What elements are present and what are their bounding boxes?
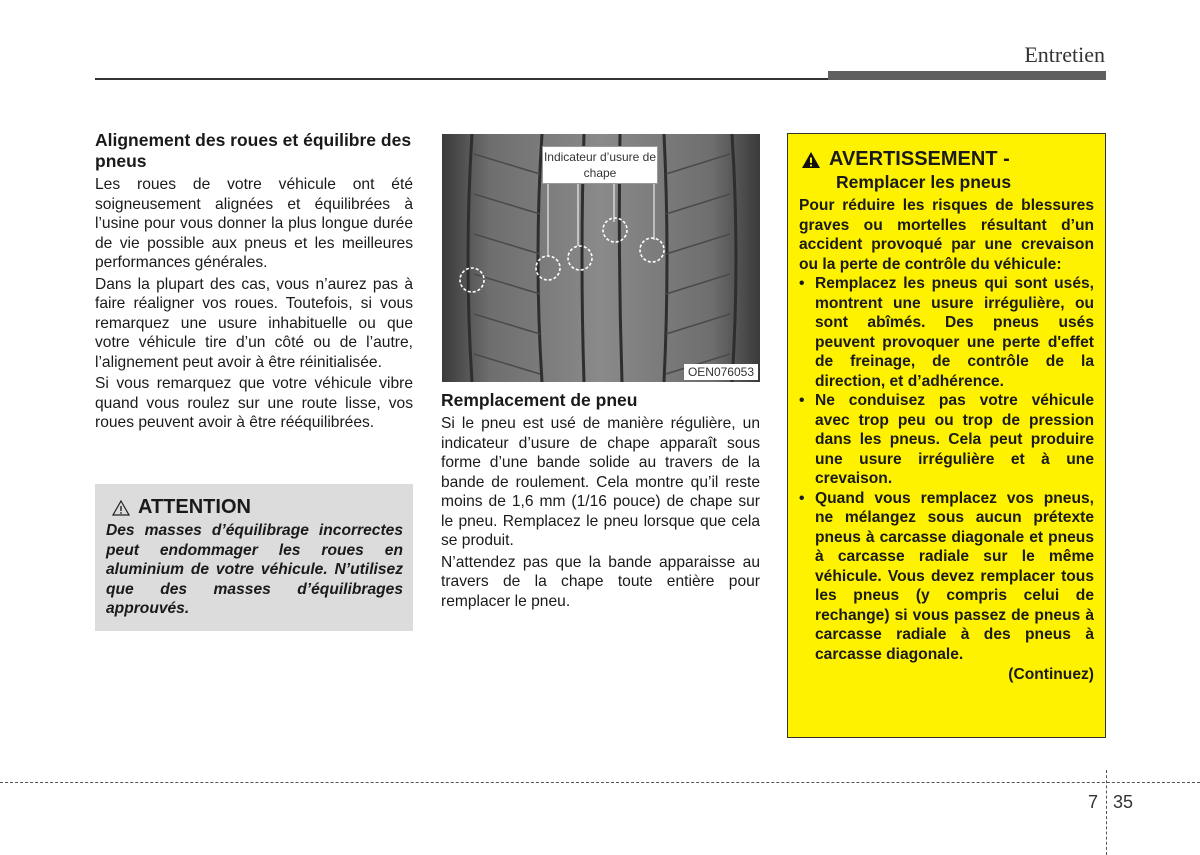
chapter-number: 7 — [1088, 792, 1099, 812]
left-column — [95, 130, 413, 435]
attention-title: ATTENTION — [138, 496, 251, 518]
alignment-paragraph: Dans la plupart des cas, vous n’aurez pas à faire réaligner vos roues. Toutefois, si vous remarquez une usure inhabituelle ou que votre véhicule tire d’un côté ou de l’autre, l’alignement peut avoir à être réinitialisée. — [95, 275, 413, 371]
warning-item-text: Remplacez les pneus qui sont usés, montrent une usure irrégulière, ou sont abîmés. Des pneus usés peuvent provoquer une perte d'effet de freinage, de contrôle de la direction, et d’adhérence. — [815, 275, 1094, 390]
footer-dashed-rule — [0, 782, 1200, 783]
bullet: • — [799, 489, 805, 507]
footer-dashed-divider — [1106, 770, 1107, 855]
middle-column — [441, 390, 760, 613]
warning-triangle-icon — [801, 151, 821, 169]
warning-list — [799, 274, 1094, 664]
tire-tread-illustration — [442, 134, 760, 382]
warning-box — [787, 133, 1106, 738]
header-rule — [95, 78, 830, 80]
tire-replacement-paragraph: Si le pneu est usé de manière régulière, un indicateur d’usure de chape apparaît sous forme d’une bande solide au travers de la bande de roulement. Cela montre qu’il reste moins de 1,6 mm (1/16 pouce) de chape sur le pneu. Remplacez le pneu lorsque que cela se produit. — [441, 415, 760, 549]
warning-title-row — [799, 148, 1094, 171]
continued-note: (Continuez) — [1008, 666, 1094, 683]
attention-title-row — [106, 496, 403, 519]
warning-list-item — [799, 489, 1094, 665]
bullet: • — [799, 392, 805, 409]
warning-list-item — [799, 391, 1094, 489]
alignment-paragraph: Les roues de votre véhicule ont été soigneusement alignées et équilibrées à l’usine pour vous donner la plus longue durée de vie possible aux pneus et les meilleures performances générales. — [95, 176, 413, 271]
attention-text: Des masses d’équilibrage incorrectes peut endommager les roues en aluminium de votre véhicule. N’utilisez que des masses d’équilibrages approuvés. — [106, 522, 403, 617]
warning-subtitle: Remplacer les pneus — [836, 172, 1012, 192]
page-number: 35 — [1113, 792, 1134, 812]
section-title: Entretien — [1024, 42, 1105, 67]
figure-code: OEN076053 — [684, 364, 758, 380]
header-accent-bar — [828, 71, 1106, 80]
warning-triangle-icon — [112, 500, 130, 516]
alignment-paragraph: Si vous remarquez que votre véhicule vibre quand vous roulez sur une route lisse, vos roues peuvent avoir à être rééquilibrées. — [95, 375, 413, 431]
tire-replacement-heading: Remplacement de pneu — [441, 390, 638, 410]
bullet: • — [799, 275, 805, 292]
tire-replacement-paragraph: N’attendez pas que la bande apparaisse au travers de la chape toute entière pour remplacer le pneu. — [441, 553, 760, 610]
alignment-heading: Alignement des roues et équilibre des pneus — [95, 130, 412, 171]
warning-item-text: Quand vous remplacez vos pneus, ne mélangez sous aucun prétexte pneus à carcasse diagonale et pneus à carcasse radiale sur le même véhicule. Vous devez remplacer tous les pneus (y compris celui de rechange) si vous passez de pneus à carcasse radiale à des pneus à carcasse diagonale. — [815, 489, 1094, 663]
warning-intro: Pour réduire les risques de blessures graves ou mortelles résultant d’un accident provoqué par une crevaison ou la perte de contrôle du véhicule: — [799, 197, 1094, 273]
wear-indicator-label: Indicateur d’usure de chape — [542, 146, 658, 184]
warning-item-text: Ne conduisez pas votre véhicule avec trop peu ou trop de pression dans les pneus. Cela peut produire une usure irrégulière et à une crevaison. — [815, 392, 1094, 487]
warning-title: AVERTISSEMENT - — [829, 148, 1010, 170]
attention-box — [95, 484, 413, 631]
warning-list-item — [799, 274, 1094, 391]
